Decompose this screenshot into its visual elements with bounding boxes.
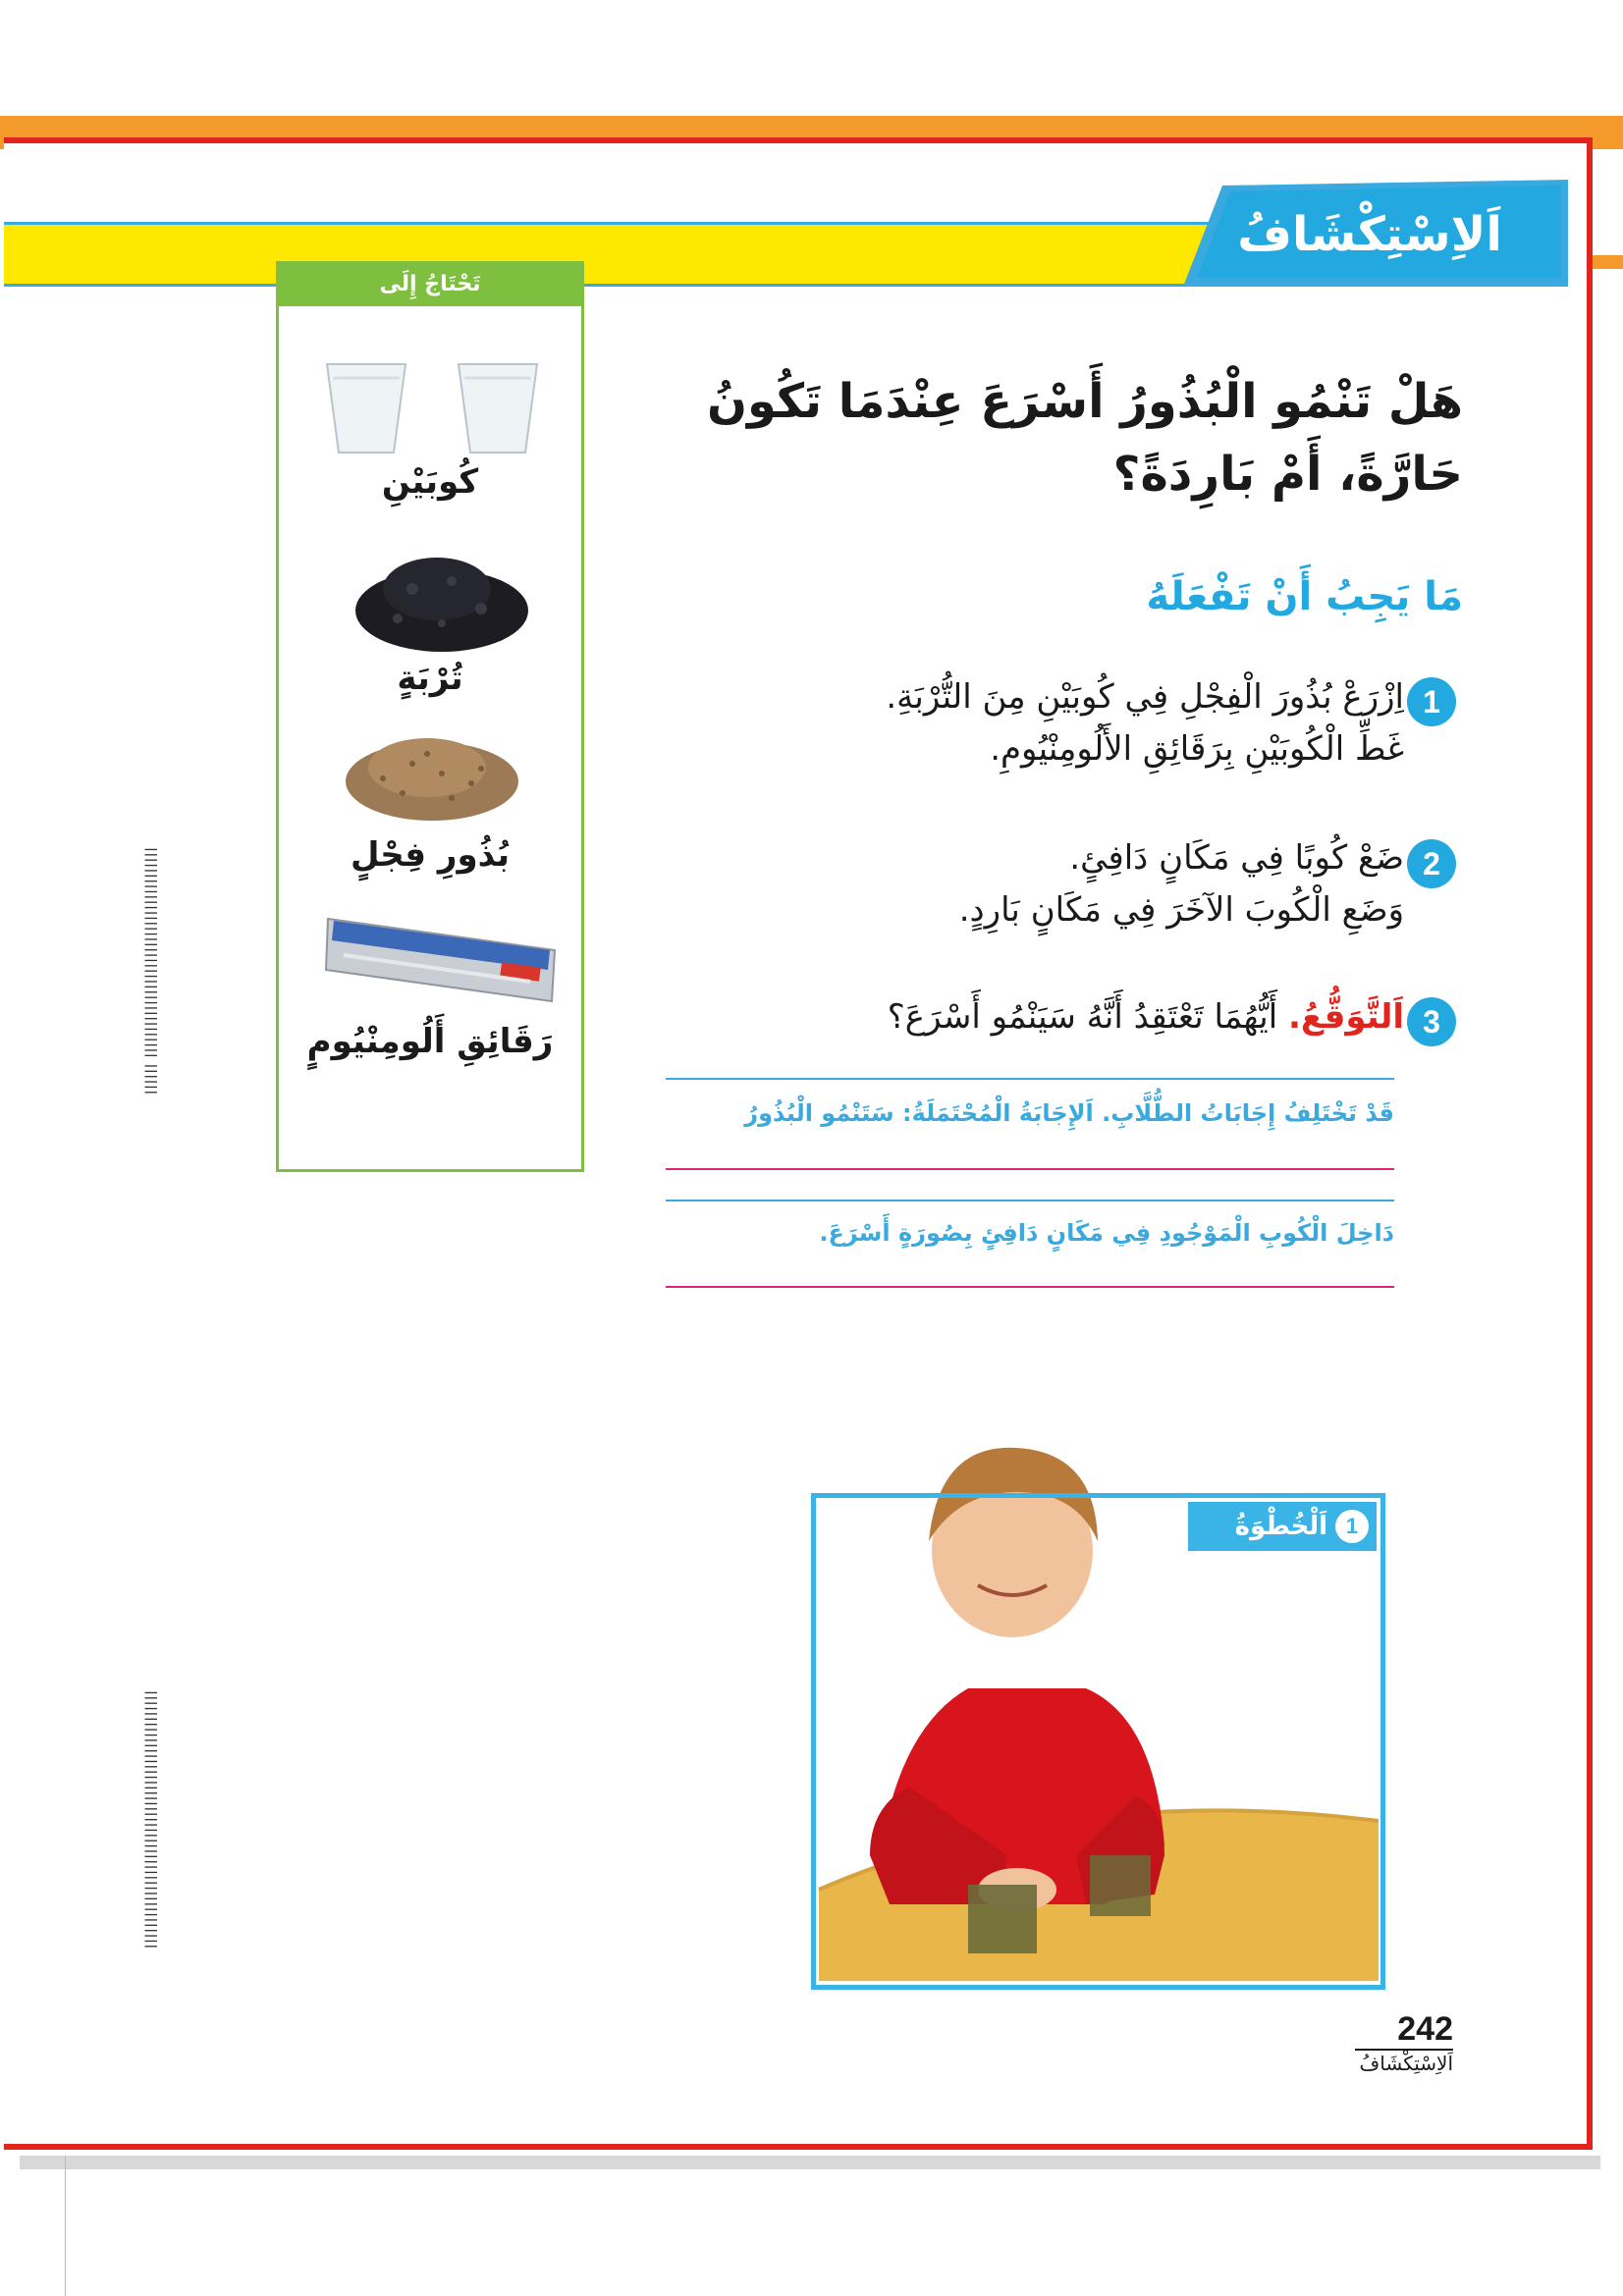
material-label: بُذُورِ فِجْلٍ — [350, 835, 511, 875]
predict-keyword: اَلتَّوَقُّعُ. — [1287, 997, 1404, 1037]
aluminum-foil-icon — [324, 911, 565, 1004]
step-2 — [687, 832, 1404, 935]
plastic-cups-icon — [319, 358, 545, 456]
photo-step-label: اَلْخُطْوَةُ — [1234, 1512, 1327, 1541]
photo-step-tag — [1188, 1502, 1377, 1551]
step-line: وَضَعِ الْكُوبَ الآخَرَ فِي مَكَانٍ بَارِدٍ. — [958, 889, 1404, 930]
step-number-badge: 2 — [1407, 839, 1456, 888]
answer-rule — [666, 1078, 1394, 1080]
step-line: غَطِّ الْكُوبَيْنِ بِرَقَائِقِ الأَلُومِنْيُومِ. — [990, 728, 1404, 769]
photo-frame — [811, 1493, 1385, 1990]
material-label: رَقَائِقِ أَلُومِنْيُومٍ — [306, 1022, 554, 1061]
photo-credit-vertical: |||||| |||||||||||||||||||||||||||||||||||||||| — [143, 846, 157, 1095]
question-line: هَلْ تَنْمُو الْبُذُورُ أَسْرَعَ عِنْدَمَا تَكُونُ — [707, 374, 1463, 429]
page-section-label: اَلاِسْتِكْشَافُ — [1359, 2052, 1453, 2075]
page-shadow — [20, 2156, 1600, 2169]
materials-title: تَحْتَاجُ إِلَى — [276, 261, 584, 306]
step-number-badge: 1 — [1407, 677, 1456, 726]
question-line: حَارَّةً، أَمْ بَارِدَةً؟ — [1112, 447, 1463, 503]
step-3 — [687, 991, 1404, 1043]
material-label: تُرْبَةٍ — [397, 659, 463, 698]
right-edge-strip — [1593, 255, 1623, 269]
step-number-badge: 3 — [1407, 997, 1456, 1046]
answer-line: دَاخِلَ الْكُوبِ الْمَوْجُودِ فِي مَكَانٍ دَافِئٍ بِصُورَةٍ أَسْرَعَ. — [819, 1219, 1394, 1247]
header-band — [4, 222, 1221, 287]
step-line: اِزْرَعْ بُذُورَ الْفِجْلِ فِي كُوبَيْنِ مِنَ التُّرْبَةِ. — [886, 677, 1404, 717]
answer-rule — [666, 1200, 1394, 1201]
answer-rule — [666, 1168, 1394, 1170]
what-to-do-heading: مَا يَجِبُ أَنْ تَفْعَلَهُ — [1146, 574, 1463, 619]
page-number: 242 — [1355, 2010, 1453, 2051]
step-text: أَيُّهُمَا تَعْتَقِدُ أَنَّهُ سَيَنْمُو أَسْرَعَ؟ — [887, 997, 1278, 1037]
answer-rule — [666, 1286, 1394, 1288]
section-title: اَلاِسْتِكْشَافُ — [1237, 207, 1502, 262]
copyright-vertical: ||||||||||||||||||||||||||||||||||||||||||||||||| — [143, 1689, 157, 1949]
radish-seeds-icon — [344, 724, 520, 823]
photo-step-number: 1 — [1335, 1510, 1369, 1543]
step-1 — [687, 671, 1404, 774]
soil-icon — [353, 550, 530, 653]
inquiry-question — [648, 365, 1463, 511]
answer-line: قَدْ تَخْتَلِفُ إِجَابَاتُ الطُّلَّابِ. اَلإِجَابَةُ الْمُحْتَمَلَةُ: سَتَنْمُو الْبُذُورُ — [744, 1099, 1394, 1127]
step-line: ضَعْ كُوبًا فِي مَكَانٍ دَافِئٍ. — [1069, 838, 1404, 878]
gutter-line — [65, 2156, 66, 2296]
material-label: كُوبَيْنِ — [381, 462, 479, 502]
